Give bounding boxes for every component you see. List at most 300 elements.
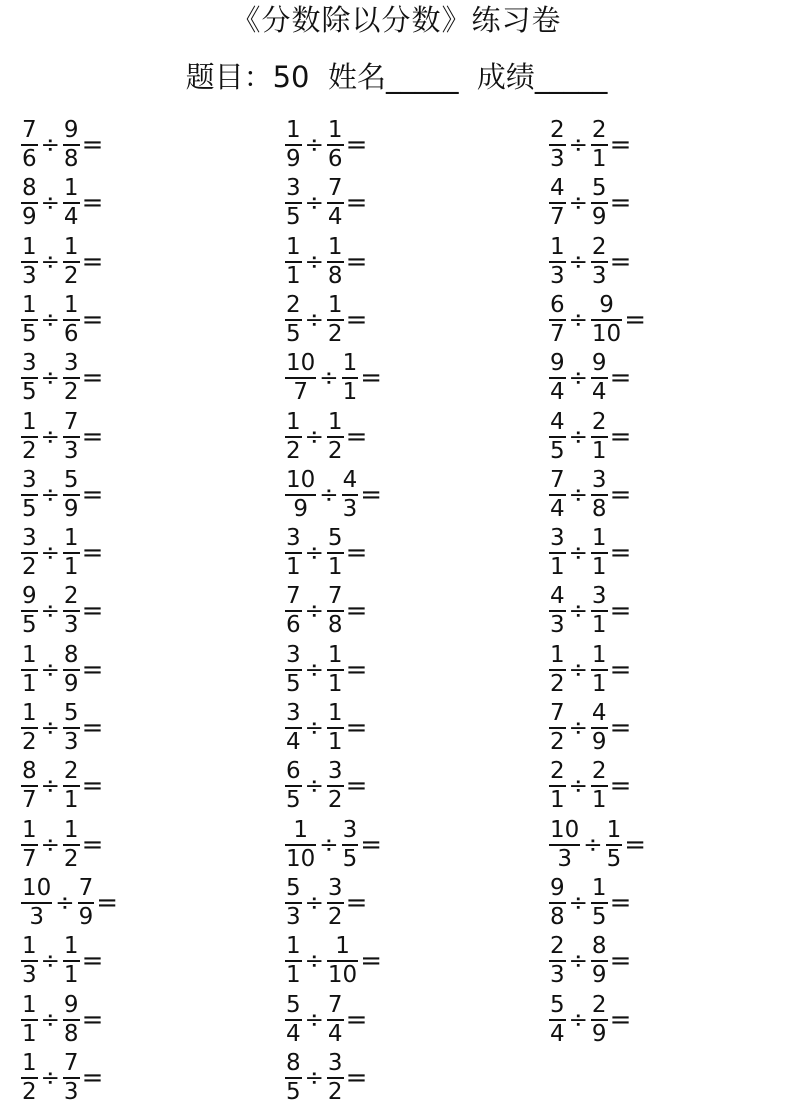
division-sign: ÷ xyxy=(40,832,60,858)
numerator: 3 xyxy=(550,525,565,551)
dividend-fraction xyxy=(284,293,303,347)
divisor-fraction xyxy=(590,118,609,172)
division-sign: ÷ xyxy=(304,132,324,158)
equals-sign: = xyxy=(96,888,118,918)
divisor-fraction xyxy=(590,176,609,230)
division-problem xyxy=(548,293,646,347)
dividend-fraction xyxy=(20,643,39,697)
denominator: 1 xyxy=(22,671,37,697)
divisor-fraction xyxy=(62,468,81,522)
division-problem xyxy=(20,643,103,697)
divisor-fraction xyxy=(590,934,609,988)
division-sign: ÷ xyxy=(304,715,324,741)
dividend-fraction xyxy=(284,818,317,872)
denominator: 5 xyxy=(22,612,37,638)
denominator: 4 xyxy=(286,729,301,755)
equals-sign: = xyxy=(345,655,368,685)
denominator: 3 xyxy=(63,729,79,755)
numerator: 5 xyxy=(63,467,79,493)
denominator: 7 xyxy=(22,846,37,872)
division-problem xyxy=(20,584,103,638)
divisor-fraction xyxy=(62,934,81,988)
divisor-fraction xyxy=(326,293,345,347)
division-sign: ÷ xyxy=(568,1007,588,1033)
denominator: 9 xyxy=(591,962,607,988)
divisor-fraction xyxy=(62,584,81,638)
numerator: 2 xyxy=(591,758,607,784)
numerator: 3 xyxy=(286,175,301,201)
equals-sign: = xyxy=(345,130,368,160)
numerator: 2 xyxy=(591,409,607,435)
division-sign: ÷ xyxy=(40,190,60,216)
equals-sign: = xyxy=(609,130,632,160)
numerator: 5 xyxy=(63,700,79,726)
divisor-fraction xyxy=(341,818,360,872)
numerator: 3 xyxy=(22,350,37,376)
numerator: 2 xyxy=(591,117,607,143)
denominator: 5 xyxy=(286,204,301,230)
division-sign: ÷ xyxy=(568,948,588,974)
numerator: 1 xyxy=(22,409,37,435)
division-problem xyxy=(548,235,631,289)
divisor-fraction xyxy=(590,526,609,580)
denominator: 3 xyxy=(550,146,565,172)
divisor-fraction xyxy=(62,176,81,230)
denominator: 2 xyxy=(327,787,343,813)
denominator: 5 xyxy=(286,1079,301,1105)
division-problem xyxy=(20,759,103,813)
division-sign: ÷ xyxy=(55,890,75,916)
denominator: 1 xyxy=(342,379,358,405)
numerator: 3 xyxy=(327,1050,343,1076)
division-sign: ÷ xyxy=(40,598,60,624)
denominator: 3 xyxy=(342,496,358,522)
denominator: 3 xyxy=(63,1079,79,1105)
dividend-fraction xyxy=(284,176,303,230)
dividend-fraction xyxy=(284,993,303,1047)
equals-sign: = xyxy=(81,713,104,743)
denominator: 2 xyxy=(63,263,79,289)
dividend-fraction xyxy=(284,118,303,172)
denominator: 1 xyxy=(591,146,607,172)
dividend-fraction xyxy=(20,584,39,638)
numerator: 7 xyxy=(550,700,565,726)
divisor-fraction xyxy=(605,818,624,872)
numerator: 8 xyxy=(591,933,607,959)
equals-sign: = xyxy=(81,247,104,277)
denominator: 9 xyxy=(286,146,301,172)
name-blank[interactable]: _____ xyxy=(385,60,459,94)
dividend-fraction xyxy=(548,643,567,697)
denominator: 3 xyxy=(29,904,44,930)
score-blank[interactable]: _____ xyxy=(534,60,608,94)
denominator: 2 xyxy=(327,904,343,930)
numerator: 7 xyxy=(63,1050,79,1076)
numerator: 1 xyxy=(550,642,565,668)
numerator: 4 xyxy=(342,467,358,493)
numerator: 1 xyxy=(22,234,37,260)
division-problem xyxy=(284,701,367,755)
numerator: 3 xyxy=(591,583,607,609)
dividend-fraction xyxy=(20,876,53,930)
equals-sign: = xyxy=(81,1005,104,1035)
numerator: 1 xyxy=(606,817,622,843)
numerator: 6 xyxy=(286,758,301,784)
denominator: 9 xyxy=(22,204,37,230)
numerator: 1 xyxy=(286,234,301,260)
division-problem xyxy=(20,818,103,872)
numerator: 1 xyxy=(286,117,301,143)
division-sign: ÷ xyxy=(40,132,60,158)
equals-sign: = xyxy=(345,888,368,918)
denominator: 1 xyxy=(286,962,301,988)
numerator: 3 xyxy=(286,642,301,668)
equals-sign: = xyxy=(81,305,104,335)
denominator: 1 xyxy=(286,554,301,580)
division-sign: ÷ xyxy=(40,307,60,333)
numerator: 4 xyxy=(550,409,565,435)
numerator: 1 xyxy=(63,933,79,959)
division-sign: ÷ xyxy=(304,948,324,974)
numerator: 1 xyxy=(335,933,350,959)
numerator: 9 xyxy=(550,875,565,901)
denominator: 9 xyxy=(63,671,79,697)
numerator: 7 xyxy=(550,467,565,493)
numerator: 7 xyxy=(327,583,343,609)
dividend-fraction xyxy=(284,351,317,405)
numerator: 8 xyxy=(63,642,79,668)
dividend-fraction xyxy=(20,1051,39,1105)
divisor-fraction xyxy=(326,993,345,1047)
divisor-fraction xyxy=(62,759,81,813)
dividend-fraction xyxy=(20,701,39,755)
dividend-fraction xyxy=(548,876,567,930)
equals-sign: = xyxy=(609,888,632,918)
denominator: 9 xyxy=(293,496,308,522)
dividend-fraction xyxy=(20,468,39,522)
denominator: 1 xyxy=(327,554,343,580)
numerator: 7 xyxy=(63,409,79,435)
equals-sign: = xyxy=(81,1063,104,1093)
division-sign: ÷ xyxy=(304,424,324,450)
denominator: 4 xyxy=(327,1021,343,1047)
numerator: 2 xyxy=(286,292,301,318)
dividend-fraction xyxy=(548,118,567,172)
divisor-fraction xyxy=(590,701,609,755)
division-sign: ÷ xyxy=(568,424,588,450)
denominator: 4 xyxy=(550,496,565,522)
denominator: 3 xyxy=(22,962,37,988)
numerator: 6 xyxy=(550,292,565,318)
division-problem xyxy=(284,584,367,638)
denominator: 7 xyxy=(550,204,565,230)
equals-sign: = xyxy=(345,771,368,801)
numerator: 1 xyxy=(327,700,343,726)
dividend-fraction xyxy=(284,643,303,697)
division-sign: ÷ xyxy=(304,190,324,216)
division-sign: ÷ xyxy=(568,890,588,916)
numerator: 10 xyxy=(286,350,316,376)
denominator: 2 xyxy=(22,554,37,580)
equals-sign: = xyxy=(345,538,368,568)
division-sign: ÷ xyxy=(304,249,324,275)
division-problem xyxy=(20,235,103,289)
division-sign: ÷ xyxy=(304,598,324,624)
numerator: 3 xyxy=(286,525,301,551)
division-sign: ÷ xyxy=(40,948,60,974)
divisor-fraction xyxy=(590,468,609,522)
numerator: 1 xyxy=(63,234,79,260)
divisor-fraction xyxy=(590,235,609,289)
division-sign: ÷ xyxy=(40,1065,60,1091)
denominator: 5 xyxy=(591,904,607,930)
numerator: 5 xyxy=(286,992,301,1018)
division-problem xyxy=(548,759,631,813)
denominator: 9 xyxy=(78,904,94,930)
numerator: 7 xyxy=(327,175,343,201)
numerator: 9 xyxy=(63,117,79,143)
denominator: 8 xyxy=(63,146,79,172)
denominator: 5 xyxy=(22,496,37,522)
denominator: 6 xyxy=(63,321,79,347)
equals-sign: = xyxy=(345,188,368,218)
denominator: 1 xyxy=(591,438,607,464)
denominator: 1 xyxy=(591,787,607,813)
dividend-fraction xyxy=(548,468,567,522)
divisor-fraction xyxy=(326,584,345,638)
equals-sign: = xyxy=(609,946,632,976)
numerator: 8 xyxy=(22,758,37,784)
dividend-fraction xyxy=(548,293,567,347)
denominator: 5 xyxy=(22,321,37,347)
numerator: 1 xyxy=(63,525,79,551)
divisor-fraction xyxy=(341,351,360,405)
divisor-fraction xyxy=(590,584,609,638)
equals-sign: = xyxy=(81,422,104,452)
numerator: 1 xyxy=(286,409,301,435)
numerator: 3 xyxy=(22,525,37,551)
numerator: 8 xyxy=(22,175,37,201)
numerator: 1 xyxy=(591,875,607,901)
denominator: 1 xyxy=(550,787,565,813)
divisor-fraction xyxy=(590,643,609,697)
numerator: 1 xyxy=(327,292,343,318)
denominator: 9 xyxy=(591,1021,607,1047)
division-sign: ÷ xyxy=(40,773,60,799)
division-sign: ÷ xyxy=(304,540,324,566)
numerator: 5 xyxy=(286,875,301,901)
numerator: 1 xyxy=(327,234,343,260)
denominator: 8 xyxy=(63,1021,79,1047)
denominator: 1 xyxy=(63,962,79,988)
denominator: 2 xyxy=(327,1079,343,1105)
division-sign: ÷ xyxy=(568,482,588,508)
numerator: 1 xyxy=(63,175,79,201)
denominator: 5 xyxy=(286,787,301,813)
dividend-fraction xyxy=(548,993,567,1047)
numerator: 5 xyxy=(550,992,565,1018)
divisor-fraction xyxy=(326,876,345,930)
denominator: 1 xyxy=(327,671,343,697)
dividend-fraction xyxy=(284,934,303,988)
worksheet-title: 《分数除以分数》练习卷 xyxy=(231,3,562,37)
dividend-fraction xyxy=(284,526,303,580)
equals-sign: = xyxy=(345,596,368,626)
numerator: 4 xyxy=(550,583,565,609)
numerator: 7 xyxy=(78,875,94,901)
dividend-fraction xyxy=(548,818,581,872)
equals-sign: = xyxy=(81,655,104,685)
dividend-fraction xyxy=(548,584,567,638)
equals-sign: = xyxy=(345,247,368,277)
equals-sign: = xyxy=(81,771,104,801)
denominator: 1 xyxy=(591,671,607,697)
divisor-fraction xyxy=(326,759,345,813)
division-problem xyxy=(548,176,631,230)
denominator: 3 xyxy=(557,846,572,872)
equals-sign: = xyxy=(81,596,104,626)
denominator: 6 xyxy=(327,146,343,172)
division-problem xyxy=(20,876,118,930)
equals-sign: = xyxy=(360,830,382,860)
division-sign: ÷ xyxy=(40,424,60,450)
divisor-fraction xyxy=(341,468,360,522)
dividend-fraction xyxy=(284,468,317,522)
equals-sign: = xyxy=(609,771,632,801)
denominator: 2 xyxy=(22,729,37,755)
denominator: 8 xyxy=(591,496,607,522)
denominator: 4 xyxy=(550,379,565,405)
dividend-fraction xyxy=(284,876,303,930)
denominator: 3 xyxy=(22,263,37,289)
divisor-fraction xyxy=(326,701,345,755)
division-sign: ÷ xyxy=(304,307,324,333)
numerator: 1 xyxy=(327,409,343,435)
dividend-fraction xyxy=(284,1051,303,1105)
division-problem xyxy=(548,118,631,172)
dividend-fraction xyxy=(284,759,303,813)
division-sign: ÷ xyxy=(40,540,60,566)
equals-sign: = xyxy=(81,480,104,510)
equals-sign: = xyxy=(81,946,104,976)
division-sign: ÷ xyxy=(568,715,588,741)
numerator: 1 xyxy=(63,292,79,318)
denominator: 5 xyxy=(342,846,358,872)
equals-sign: = xyxy=(81,363,104,393)
denominator: 2 xyxy=(327,321,343,347)
dividend-fraction xyxy=(20,410,39,464)
denominator: 3 xyxy=(63,612,79,638)
division-sign: ÷ xyxy=(40,482,60,508)
denominator: 3 xyxy=(550,962,565,988)
denominator: 8 xyxy=(327,612,343,638)
division-problem xyxy=(284,176,367,230)
dividend-fraction xyxy=(548,526,567,580)
numerator: 1 xyxy=(22,700,37,726)
equals-sign: = xyxy=(624,830,646,860)
denominator: 4 xyxy=(591,379,607,405)
numerator: 2 xyxy=(550,933,565,959)
equals-sign: = xyxy=(345,422,368,452)
division-sign: ÷ xyxy=(568,540,588,566)
equals-sign: = xyxy=(609,713,632,743)
numerator: 1 xyxy=(591,642,607,668)
division-problem xyxy=(548,410,631,464)
divisor-fraction xyxy=(62,118,81,172)
numerator: 7 xyxy=(286,583,301,609)
denominator: 3 xyxy=(550,612,565,638)
equals-sign: = xyxy=(345,1005,368,1035)
division-problem xyxy=(20,468,103,522)
division-problem xyxy=(284,526,367,580)
division-sign: ÷ xyxy=(304,1065,324,1091)
numerator: 9 xyxy=(599,292,614,318)
numerator: 2 xyxy=(550,758,565,784)
equals-sign: = xyxy=(624,305,646,335)
denominator: 4 xyxy=(550,1021,565,1047)
division-problem xyxy=(548,934,631,988)
division-problem xyxy=(20,410,103,464)
denominator: 6 xyxy=(286,612,301,638)
division-problem xyxy=(284,818,382,872)
division-problem xyxy=(20,351,103,405)
divisor-fraction xyxy=(590,993,609,1047)
denominator: 7 xyxy=(550,321,565,347)
division-sign: ÷ xyxy=(319,482,339,508)
division-sign: ÷ xyxy=(40,365,60,391)
division-sign: ÷ xyxy=(568,365,588,391)
denominator: 1 xyxy=(591,612,607,638)
denominator: 9 xyxy=(591,204,607,230)
division-problem xyxy=(284,468,382,522)
denominator: 2 xyxy=(22,438,37,464)
denominator: 2 xyxy=(327,438,343,464)
denominator: 3 xyxy=(63,438,79,464)
numerator: 3 xyxy=(327,758,343,784)
division-sign: ÷ xyxy=(568,598,588,624)
equals-sign: = xyxy=(609,538,632,568)
numerator: 2 xyxy=(63,583,79,609)
numerator: 1 xyxy=(327,117,343,143)
divisor-fraction xyxy=(590,876,609,930)
numerator: 1 xyxy=(293,817,308,843)
division-problem xyxy=(284,1051,367,1105)
divisor-fraction xyxy=(62,293,81,347)
dividend-fraction xyxy=(20,759,39,813)
divisor-fraction xyxy=(62,410,81,464)
divisor-fraction xyxy=(326,118,345,172)
division-sign: ÷ xyxy=(304,1007,324,1033)
numerator: 7 xyxy=(22,117,37,143)
dividend-fraction xyxy=(20,293,39,347)
divisor-fraction xyxy=(590,293,623,347)
dividend-fraction xyxy=(20,351,39,405)
division-sign: ÷ xyxy=(304,890,324,916)
numerator: 1 xyxy=(327,642,343,668)
equals-sign: = xyxy=(345,1063,368,1093)
denominator: 5 xyxy=(286,321,301,347)
equals-sign: = xyxy=(360,363,382,393)
division-problem xyxy=(20,993,103,1047)
numerator: 8 xyxy=(286,1050,301,1076)
division-sign: ÷ xyxy=(40,715,60,741)
divisor-fraction xyxy=(590,410,609,464)
numerator: 1 xyxy=(22,992,37,1018)
question-count-and-name-label: 题目：50 姓名 xyxy=(185,60,386,94)
division-problem xyxy=(548,643,631,697)
division-problem xyxy=(284,235,367,289)
dividend-fraction xyxy=(284,584,303,638)
